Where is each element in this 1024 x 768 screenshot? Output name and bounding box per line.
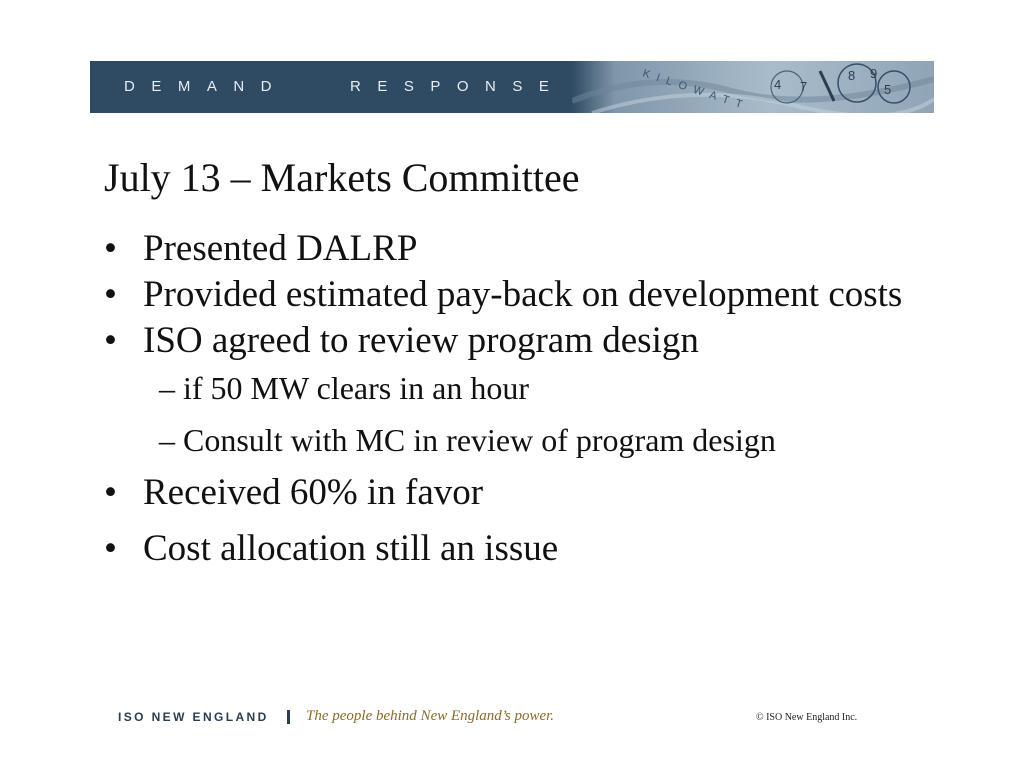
bullet-item: • Cost allocation still an issue (104, 526, 944, 572)
sub-bullet-item: – Consult with MC in review of program design (159, 422, 776, 458)
dial-digit: 9 (870, 66, 878, 81)
kilowatt-meter-art (572, 61, 934, 113)
banner-art-word: KILOWATT (641, 67, 751, 113)
bullet-item: • Provided estimated pay-back on development costs (104, 272, 944, 318)
slide-title: July 13 – Markets Committee (104, 155, 580, 200)
bullet-item: • ISO agreed to review program design (104, 318, 944, 364)
footer (0, 700, 1024, 736)
sub-bullet-item: – if 50 MW clears in an hour (159, 370, 529, 406)
dial-digit: 8 (848, 68, 856, 83)
dial-digit: 7 (800, 79, 808, 94)
bullet-list (104, 226, 944, 572)
dial-digit: 4 (774, 77, 782, 92)
footer-tagline: The people behind New England’s power. (306, 708, 555, 724)
dial-digit: 5 (884, 82, 892, 97)
footer-org-name: ISO NEW ENGLAND (118, 710, 269, 724)
bullet-item: • Received 60% in favor (104, 470, 944, 516)
footer-copyright: © ISO New England Inc. (756, 712, 858, 723)
bullet-item: • Presented DALRP (104, 226, 944, 272)
header-banner (90, 61, 934, 113)
banner-title: DEMAND RESPONSE (124, 78, 566, 95)
footer-separator (287, 710, 290, 724)
